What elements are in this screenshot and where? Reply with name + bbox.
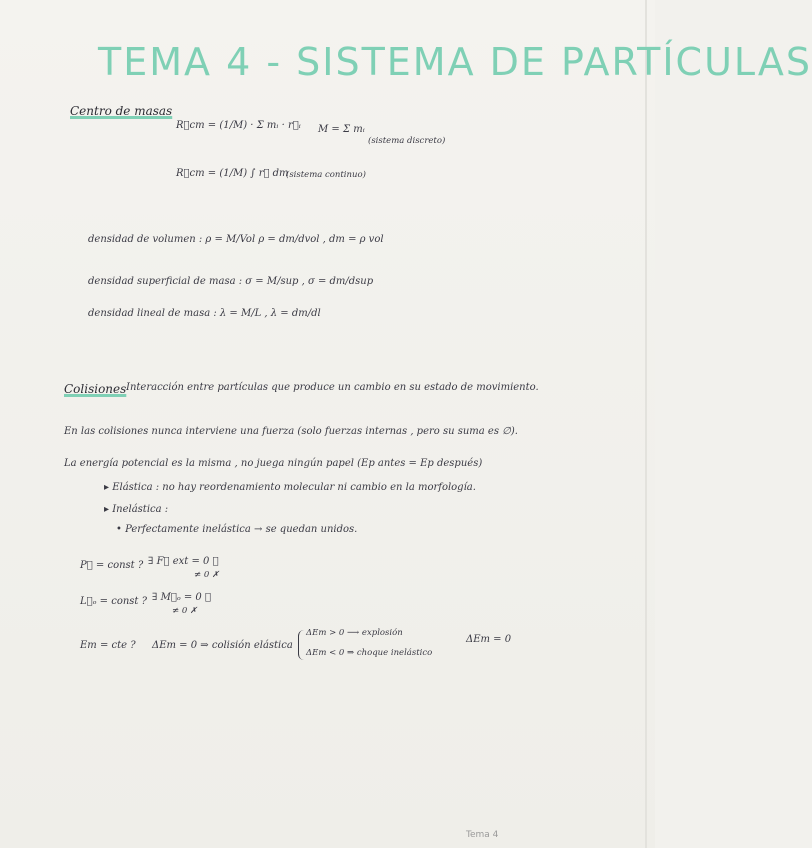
- page-title: TEMA 4 - SISTEMA DE PARTÍCULAS: [98, 40, 812, 84]
- bullet-inelastic: ▸ Inelástica :: [104, 504, 169, 515]
- angular-momentum-const-question: L⃗ₒ = const ?: [80, 596, 147, 607]
- mech-energy-right-note: ΔEm = 0: [466, 634, 512, 645]
- colisiones-line-forces: En las colisiones nunca interviene una fuerza (solo fuerzas internas , pero su suma es ∅).: [64, 426, 518, 437]
- mech-energy-const-question: Em = cte ?: [80, 640, 136, 651]
- page-edge: [645, 0, 647, 848]
- discrete-note: (sistema discreto): [368, 136, 446, 146]
- brace: [298, 630, 305, 660]
- colisiones-line-potential: La energía potencial es la misma , no juega ningún papel (Ep antes = Ep después): [64, 458, 483, 469]
- linear-density-line: densidad lineal de masa : λ = M/L , λ = dm/dl: [88, 308, 321, 319]
- mech-energy-explosion: ΔEm > 0 ⟶ explosión: [306, 628, 403, 638]
- mech-energy-elastic: ΔEm = 0 ⇒ colisión elástica: [152, 640, 293, 651]
- mass-sum-formula: M = Σ mᵢ: [318, 124, 365, 135]
- section-heading-centro-de-masas: Centro de masas: [70, 104, 173, 118]
- continuous-note: (sistema continuo): [286, 170, 366, 180]
- bullet-elastic: ▸ Elástica : no hay reordenamiento molecular ni cambio en la morfología.: [104, 482, 476, 493]
- surface-density-line: densidad superficial de masa : σ = M/sup , σ = dm/dsup: [88, 276, 374, 287]
- momentum-const-question: P⃗ = const ?: [80, 560, 144, 571]
- momentum-condition-2: ≠ 0 ✗: [194, 570, 220, 580]
- angular-momentum-condition-2: ≠ 0 ✗: [172, 606, 198, 616]
- volume-density-line: densidad de volumen : ρ = M/Vol ρ = dm/dvol , dm = ρ vol: [88, 234, 384, 245]
- angular-momentum-condition: ∃ M⃗ₒ = 0 ✓: [152, 592, 211, 603]
- section-heading-colisiones: Colisiones: [64, 382, 127, 396]
- sub-bullet-perfectly-inelastic: • Perfectamente inelástica → se quedan unidos.: [116, 524, 358, 535]
- page-footer: Tema 4: [466, 830, 499, 840]
- rcm-discrete-formula: R⃗cm = (1/M) · Σ mᵢ · r⃗ᵢ: [176, 120, 301, 131]
- rcm-continuous-formula: R⃗cm = (1/M) ∫ r⃗ dm: [176, 168, 289, 179]
- mech-energy-inelastic: ΔEm < 0 ⇒ choque inelástico: [306, 648, 433, 658]
- colisiones-definition: Interacción entre partículas que produce un cambio en su estado de movimiento.: [126, 382, 539, 393]
- momentum-condition: ∃ F⃗ ext = 0 ✓: [148, 556, 219, 567]
